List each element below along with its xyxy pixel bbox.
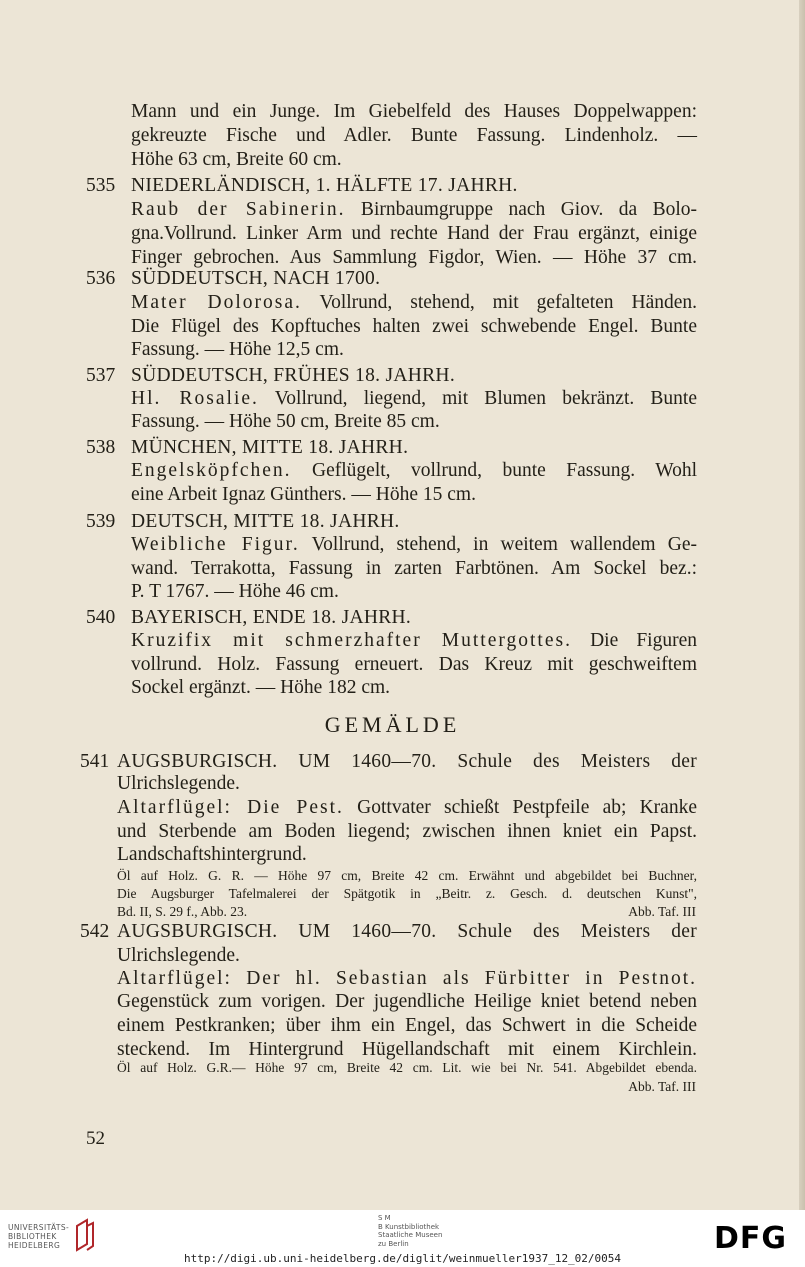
text-line: wand. Terrakotta, Fassung in zarten Farbtönen. Am Sockel bez.: (131, 558, 697, 579)
entry-heading: DEUTSCH, MITTE 18. JAHRH. (131, 511, 400, 532)
entry-first-line (117, 967, 697, 991)
entry-title: Mater Dolorosa. (131, 292, 302, 313)
entry-text: Vollrund, stehend, in weitem wallendem Ge- (299, 534, 697, 555)
museum-label-line: B Kunstbibliothek (378, 1222, 440, 1231)
entry-number: 541 (80, 751, 110, 772)
entry-number: 542 (80, 921, 110, 942)
entry-first-line (131, 198, 697, 222)
text-line: vollrund. Holz. Fassung erneuert. Das Kreuz mit geschweiftem (131, 654, 697, 675)
note-line: Die Augsburger Tafelmalerei der Spätgotik in „Beitr. z. Gesch. d. deutschen Kunst", (117, 886, 697, 901)
entry-heading: BAYERISCH, ENDE 18. JAHRH. (131, 607, 412, 628)
text-line: steckend. Im Hintergrund Hügellandschaft mit einem Kirchlein. (117, 1039, 697, 1060)
entry-text: Gottvater schießt Pestpfeile ab; Kranke (343, 797, 697, 818)
university-library-label (8, 1223, 69, 1250)
entry-number: 538 (86, 437, 116, 458)
viewer-footer (0, 1210, 805, 1267)
text-line: gna.Vollrund. Linker Arm und rechte Hand der Frau ergänzt, einige (131, 223, 697, 244)
entry-heading: AUGSBURGISCH. UM 1460—70. Schule des Meisters der (117, 921, 697, 942)
museum-label-line: S M (378, 1214, 391, 1222)
entry-heading: Ulrichslegende. (117, 773, 240, 794)
museum-label-line: Staatliche Museen (378, 1231, 443, 1239)
text-line: gekreuzte Fische und Adler. Bunte Fassung. Lindenholz. — (131, 125, 697, 146)
text-line: Die Flügel des Kopftuches halten zwei schwebende Engel. Bunte (131, 316, 697, 337)
entry-heading: AUGSBURGISCH. UM 1460—70. Schule des Meisters der (117, 751, 697, 772)
university-logo-icon (75, 1218, 95, 1252)
entry-title: Altarflügel: Der hl. Sebastian als Fürbitter in Pestnot. (117, 968, 697, 989)
entry-heading: NIEDERLÄNDISCH, 1. HÄLFTE 17. JAHRH. (131, 175, 518, 196)
entry-title: Raub der Sabinerin. (131, 199, 346, 220)
entry-number: 537 (86, 365, 116, 386)
entry-text: Birnbaumgruppe nach Giov. da Bolo- (345, 199, 697, 220)
entry-title: Engelsköpfchen. (131, 460, 292, 481)
entry-number: 539 (86, 511, 116, 532)
entry-text: Die Figuren (571, 630, 697, 651)
dfg-logo: DFG (714, 1221, 788, 1256)
text-line: Landschaftshintergrund. (117, 844, 307, 865)
section-title: GEMÄLDE (324, 712, 461, 737)
entry-heading: SÜDDEUTSCH, NACH 1700. (131, 268, 381, 289)
note-line: Öl auf Holz. G.R.— Höhe 97 cm, Breite 42 cm. Lit. wie bei Nr. 541. Abgebildet ebenda. (117, 1060, 697, 1075)
entry-first-line (117, 796, 697, 820)
entry-number: 536 (86, 268, 116, 289)
entry-first-line (131, 291, 697, 315)
entry-heading: Ulrichslegende. (117, 945, 240, 966)
entry-first-line (131, 533, 697, 557)
entry-title: Kruzifix mit schmerzhafter Muttergottes. (131, 630, 572, 651)
museum-label (378, 1214, 442, 1248)
plate-reference: Abb. Taf. III (628, 1079, 696, 1094)
page-number: 52 (86, 1128, 105, 1149)
text-line: eine Arbeit Ignaz Günthers. — Höhe 15 cm. (131, 484, 476, 505)
plate-reference: Abb. Taf. III (628, 904, 696, 919)
text-line: Gegenstück zum vorigen. Der jugendliche Heilige kniet betend neben (117, 991, 697, 1012)
page-url-link[interactable]: http://digi.ub.uni-heidelberg.de/diglit/weinmueller1937_12_02/0054 (183, 1252, 622, 1265)
text-line: Mann und ein Junge. Im Giebelfeld des Hauses Doppelwappen: (131, 101, 697, 122)
text-line: Fassung. — Höhe 12,5 cm. (131, 339, 344, 360)
entry-text: Geflügelt, vollrund, bunte Fassung. Wohl (291, 460, 697, 481)
entry-title: Hl. Rosalie. (131, 388, 259, 409)
museum-label-line: zu Berlin (378, 1239, 409, 1248)
text-line: und Sterbende am Boden liegend; zwischen ihnen kniet ein Papst. (117, 821, 697, 842)
text-line: einem Pestkranken; über ihm ein Engel, das Schwert in die Scheide (117, 1015, 697, 1036)
university-label-line: HEIDELBERG (8, 1241, 61, 1250)
entry-title: Altarflügel: Die Pest. (117, 797, 344, 818)
entry-first-line (131, 459, 697, 483)
university-label-line: UNIVERSITÄTS- (8, 1223, 70, 1232)
text-line: P. T 1767. — Höhe 46 cm. (131, 581, 339, 602)
entry-heading: MÜNCHEN, MITTE 18. JAHRH. (131, 437, 409, 458)
entry-number: 535 (86, 175, 116, 196)
entry-first-line (131, 387, 697, 411)
note-line: Öl auf Holz. G. R. — Höhe 97 cm, Breite 42 cm. Erwähnt und abgebildet bei Buchner, (117, 868, 697, 883)
entry-title: Weibliche Figur. (131, 534, 300, 555)
note-line: Bd. II, S. 29 f., Abb. 23. (117, 904, 248, 919)
text-line: Fassung. — Höhe 50 cm, Breite 85 cm. (131, 411, 440, 432)
text-line: Sockel ergänzt. — Höhe 182 cm. (131, 677, 391, 698)
university-label-line: BIBLIOTHEK (8, 1232, 57, 1241)
text-line: Höhe 63 cm, Breite 60 cm. (131, 149, 342, 170)
text-line: Finger gebrochen. Aus Sammlung Figdor, Wien. — Höhe 37 cm. (131, 247, 697, 268)
entry-text: Vollrund, stehend, mit gefalteten Händen. (301, 292, 697, 313)
entry-text: Vollrund, liegend, mit Blumen bekränzt. Bunte (258, 388, 697, 409)
entry-first-line (131, 629, 697, 653)
entry-heading: SÜDDEUTSCH, FRÜHES 18. JAHRH. (131, 365, 455, 386)
entry-number: 540 (86, 607, 116, 628)
